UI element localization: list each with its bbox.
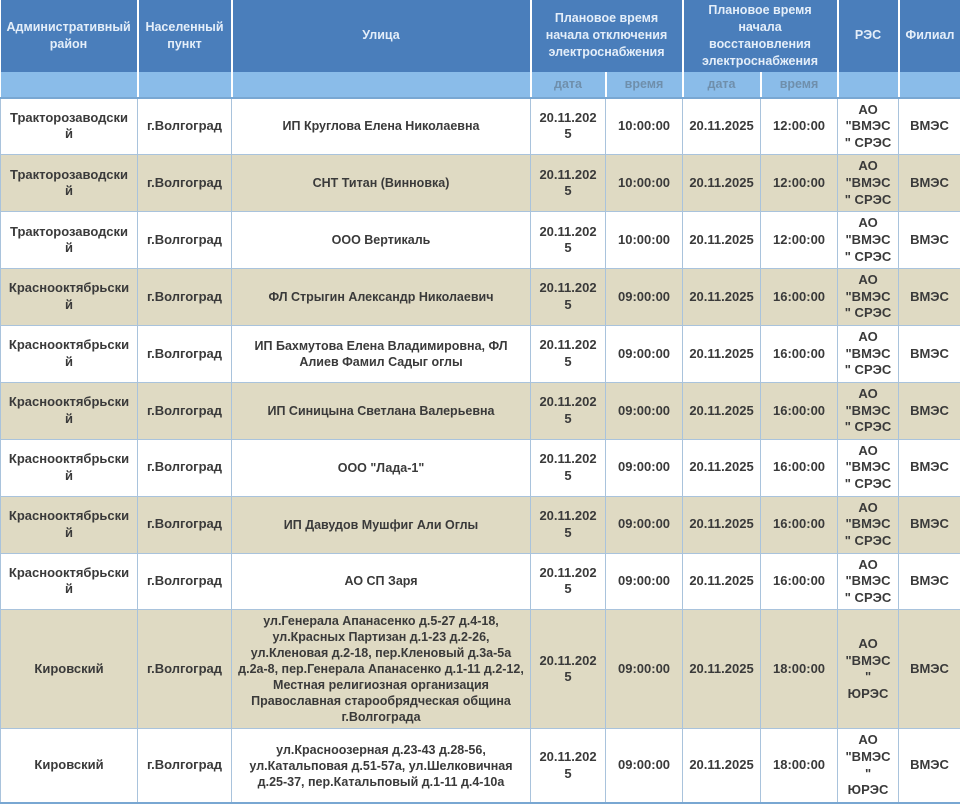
cell-settlement: г.Волгоград (138, 610, 232, 729)
cell-settlement: г.Волгоград (138, 98, 232, 155)
table-header (1, 0, 960, 98)
cell-restore-date: 20.11.2025 (683, 382, 761, 439)
cell-outage-time: 09:00:00 (606, 382, 683, 439)
cell-restore-date: 20.11.2025 (683, 553, 761, 610)
cell-settlement: г.Волгоград (138, 729, 232, 803)
cell-outage-date: 20.11.2025 (531, 98, 606, 155)
cell-settlement: г.Волгоград (138, 155, 232, 212)
cell-restore-date: 20.11.2025 (683, 212, 761, 269)
cell-branch: ВМЭС (899, 439, 960, 496)
cell-branch: ВМЭС (899, 610, 960, 729)
cell-outage-time: 10:00:00 (606, 98, 683, 155)
cell-branch: ВМЭС (899, 553, 960, 610)
cell-district: Тракторозаводский (1, 98, 138, 155)
cell-restore-time: 12:00:00 (761, 212, 838, 269)
cell-settlement: г.Волгоград (138, 439, 232, 496)
cell-district: Краснооктябрьский (1, 553, 138, 610)
header-row-main (1, 0, 960, 72)
cell-restore-time: 16:00:00 (761, 439, 838, 496)
cell-branch: ВМЭС (899, 269, 960, 326)
cell-restore-time: 12:00:00 (761, 155, 838, 212)
cell-district: Краснооктябрьский (1, 496, 138, 553)
col-header-settlement: Населенный пункт (138, 0, 232, 72)
cell-settlement: г.Волгоград (138, 269, 232, 326)
subheader-empty-settlement (138, 72, 232, 98)
table-row (1, 439, 960, 496)
cell-restore-date: 20.11.2025 (683, 326, 761, 383)
cell-res: АО "ВМЭС" СРЭС (838, 439, 899, 496)
cell-restore-date: 20.11.2025 (683, 729, 761, 803)
cell-outage-time: 09:00:00 (606, 269, 683, 326)
cell-res: АО "ВМЭС" СРЭС (838, 212, 899, 269)
cell-outage-date: 20.11.2025 (531, 553, 606, 610)
cell-res: АО "ВМЭС" СРЭС (838, 326, 899, 383)
cell-res: АО "ВМЭС" СРЭС (838, 98, 899, 155)
subheader-empty-street (232, 72, 531, 98)
cell-restore-date: 20.11.2025 (683, 610, 761, 729)
subheader-empty-branch (899, 72, 960, 98)
cell-district: Краснооктябрьский (1, 382, 138, 439)
cell-branch: ВМЭС (899, 326, 960, 383)
cell-outage-time: 10:00:00 (606, 155, 683, 212)
cell-restore-time: 12:00:00 (761, 98, 838, 155)
header-row-sub (1, 72, 960, 98)
table-row (1, 155, 960, 212)
cell-outage-date: 20.11.2025 (531, 496, 606, 553)
col-header-res: РЭС (838, 0, 899, 72)
cell-district: Тракторозаводский (1, 155, 138, 212)
cell-restore-time: 16:00:00 (761, 553, 838, 610)
cell-restore-time: 16:00:00 (761, 496, 838, 553)
table-row (1, 269, 960, 326)
cell-outage-date: 20.11.2025 (531, 212, 606, 269)
cell-res: АО "ВМЭС" СРЭС (838, 382, 899, 439)
subheader-restore-time: время (761, 72, 838, 98)
cell-street: ООО Вертикаль (232, 212, 531, 269)
cell-restore-time: 16:00:00 (761, 269, 838, 326)
cell-restore-date: 20.11.2025 (683, 496, 761, 553)
cell-settlement: г.Волгоград (138, 382, 232, 439)
table-body (1, 98, 960, 803)
cell-street: ул.Генерала Апанасенко д.5-27 д.4-18, ул.Красных Партизан д.1-23 д.2-26, ул.Кленовая д.2-18, пер.Кленовый д.3а-5а д.2а-8, пер.Генерала Апанасенко д.1-11 д.2-12, Местная религиозная организация Православная старообрядческая община г.Волгограда (232, 610, 531, 729)
col-header-restore-group: Плановое время начала восстановления электроснабжения (683, 0, 838, 72)
cell-street: ул.Красноозерная д.23-43 д.28-56, ул.Катальповая д.51-57а, ул.Шелковичная д.25-37, пер.Катальповый д.1-11 д.4-10а (232, 729, 531, 803)
cell-settlement: г.Волгоград (138, 212, 232, 269)
cell-district: Краснооктябрьский (1, 326, 138, 383)
subheader-restore-date: дата (683, 72, 761, 98)
col-header-street: Улица (232, 0, 531, 72)
cell-district: Кировский (1, 610, 138, 729)
cell-district: Кировский (1, 729, 138, 803)
cell-outage-time: 09:00:00 (606, 326, 683, 383)
table-row (1, 212, 960, 269)
cell-branch: ВМЭС (899, 212, 960, 269)
cell-outage-time: 09:00:00 (606, 553, 683, 610)
cell-branch: ВМЭС (899, 98, 960, 155)
subheader-outage-date: дата (531, 72, 606, 98)
cell-res: АО "ВМЭС" СРЭС (838, 553, 899, 610)
table-row (1, 382, 960, 439)
cell-restore-time: 18:00:00 (761, 729, 838, 803)
cell-outage-date: 20.11.2025 (531, 155, 606, 212)
cell-outage-time: 10:00:00 (606, 212, 683, 269)
col-header-district: Административный район (1, 0, 138, 72)
cell-outage-time: 09:00:00 (606, 729, 683, 803)
table-row (1, 326, 960, 383)
table-row (1, 496, 960, 553)
cell-res: АО "ВМЭС" ЮРЭС (838, 610, 899, 729)
cell-settlement: г.Волгоград (138, 496, 232, 553)
cell-res: АО "ВМЭС" СРЭС (838, 269, 899, 326)
table-row (1, 729, 960, 803)
cell-branch: ВМЭС (899, 155, 960, 212)
cell-street: СНТ Титан (Винновка) (232, 155, 531, 212)
cell-restore-time: 16:00:00 (761, 326, 838, 383)
cell-settlement: г.Волгоград (138, 553, 232, 610)
cell-res: АО "ВМЭС" СРЭС (838, 155, 899, 212)
cell-restore-date: 20.11.2025 (683, 155, 761, 212)
cell-branch: ВМЭС (899, 496, 960, 553)
cell-district: Краснооктябрьский (1, 439, 138, 496)
cell-street: АО СП Заря (232, 553, 531, 610)
col-header-outage-group: Плановое время начала отключения электроснабжения (531, 0, 683, 72)
cell-outage-date: 20.11.2025 (531, 269, 606, 326)
table-row (1, 98, 960, 155)
cell-street: ИП Бахмутова Елена Владимировна, ФЛ Алиев Фамил Садыг оглы (232, 326, 531, 383)
cell-branch: ВМЭС (899, 729, 960, 803)
cell-settlement: г.Волгоград (138, 326, 232, 383)
cell-street: ИП Давудов Мушфиг Али Оглы (232, 496, 531, 553)
cell-district: Тракторозаводский (1, 212, 138, 269)
subheader-empty-district (1, 72, 138, 98)
cell-street: ИП Круглова Елена Николаевна (232, 98, 531, 155)
cell-outage-date: 20.11.2025 (531, 729, 606, 803)
cell-restore-date: 20.11.2025 (683, 98, 761, 155)
cell-res: АО "ВМЭС" ЮРЭС (838, 729, 899, 803)
cell-restore-date: 20.11.2025 (683, 269, 761, 326)
cell-restore-date: 20.11.2025 (683, 439, 761, 496)
cell-branch: ВМЭС (899, 382, 960, 439)
cell-outage-time: 09:00:00 (606, 610, 683, 729)
cell-outage-time: 09:00:00 (606, 439, 683, 496)
cell-restore-time: 16:00:00 (761, 382, 838, 439)
cell-outage-time: 09:00:00 (606, 496, 683, 553)
cell-outage-date: 20.11.2025 (531, 382, 606, 439)
cell-street: ФЛ Стрыгин Александр Николаевич (232, 269, 531, 326)
cell-res: АО "ВМЭС" СРЭС (838, 496, 899, 553)
cell-outage-date: 20.11.2025 (531, 439, 606, 496)
cell-outage-date: 20.11.2025 (531, 326, 606, 383)
cell-restore-time: 18:00:00 (761, 610, 838, 729)
cell-street: ИП Синицына Светлана Валерьевна (232, 382, 531, 439)
table-row (1, 610, 960, 729)
subheader-empty-res (838, 72, 899, 98)
cell-outage-date: 20.11.2025 (531, 610, 606, 729)
col-header-branch: Филиал (899, 0, 960, 72)
subheader-outage-time: время (606, 72, 683, 98)
cell-district: Краснооктябрьский (1, 269, 138, 326)
table-row (1, 553, 960, 610)
cell-street: ООО "Лада-1" (232, 439, 531, 496)
